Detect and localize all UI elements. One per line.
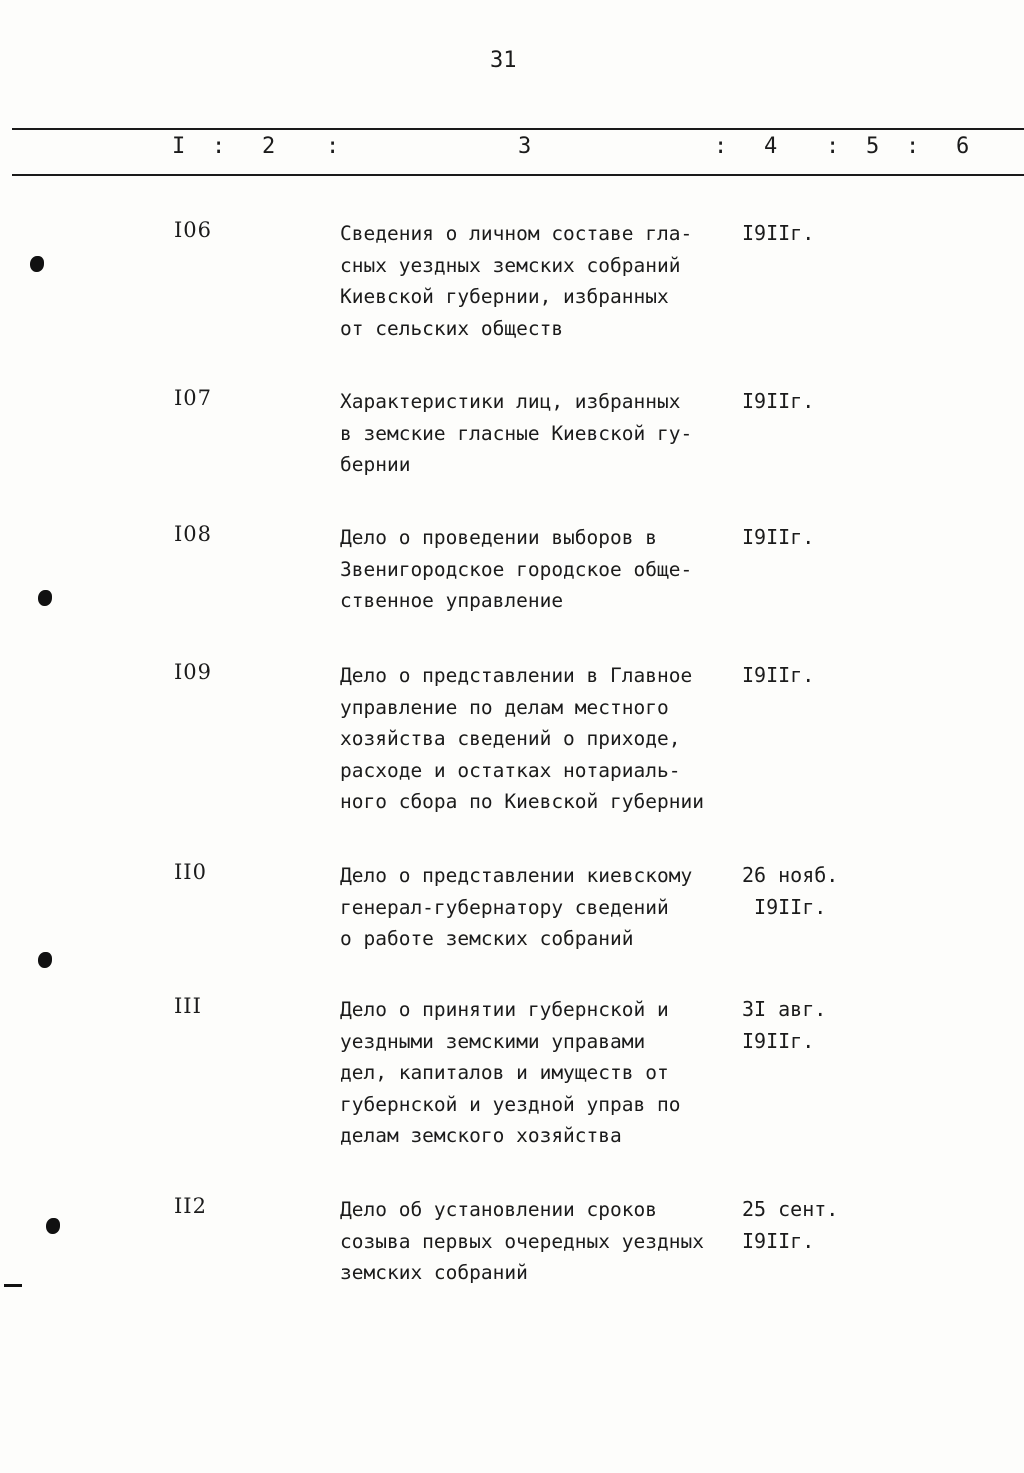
description-line: от сельских обществ — [340, 316, 564, 340]
description-line: ного сбора по Киевской губернии — [340, 790, 704, 814]
column-header-4: 4 — [764, 134, 778, 159]
column-header-2: 2 — [262, 134, 276, 159]
description-line: земских собраний — [340, 1261, 528, 1285]
column-header-5: 5 — [866, 134, 880, 159]
column-separator: : — [326, 134, 340, 159]
column-separator: : — [826, 134, 840, 159]
description-line: Киевской губернии, избранных — [340, 285, 669, 309]
record-date — [742, 218, 814, 250]
description-line: Дело об установлении сроков — [340, 1198, 657, 1221]
record-number: I08 — [174, 522, 213, 546]
description-line: созыва первых очередных уездных — [340, 1229, 704, 1253]
date-line: 3I авг. — [742, 997, 827, 1021]
date-line: I9IIг. — [742, 1028, 815, 1053]
record-description — [340, 860, 760, 955]
description-line: генерал-губернатору сведений — [340, 895, 669, 919]
description-line: губернской и уездной управ по — [340, 1092, 681, 1116]
date-line: I9IIг. — [742, 389, 815, 413]
header-rule-top — [12, 128, 1024, 130]
page-number: 31 — [490, 48, 517, 73]
record-number: III — [174, 994, 202, 1018]
description-line: Дело о представлении в Главное — [340, 664, 693, 687]
binding-hole-mark — [38, 590, 52, 606]
record-date — [742, 660, 814, 692]
description-line: Звенигородское городское обще- — [340, 557, 693, 581]
record-description — [340, 218, 760, 344]
record-description — [340, 994, 760, 1152]
record-number: II0 — [174, 860, 207, 884]
record-number: I07 — [174, 386, 213, 410]
record-number: II2 — [174, 1194, 207, 1218]
description-line: расходе и остатках нотариаль- — [340, 758, 681, 782]
description-line: Дело о принятии губернской и — [340, 998, 669, 1021]
binding-hole-mark — [46, 1218, 60, 1234]
description-line: Дело о проведении выборов в — [340, 526, 657, 549]
record-date — [742, 860, 838, 923]
description-line: уездными земскими управами — [340, 1029, 646, 1053]
date-line: I9IIг. — [742, 525, 815, 549]
column-header-3: 3 — [518, 134, 532, 159]
date-line: I9IIг. — [742, 1228, 815, 1253]
description-line: хозяйства сведений о приходе, — [340, 727, 681, 751]
date-line: 26 нояб. — [742, 863, 839, 887]
description-line: ственное управление — [340, 589, 564, 613]
description-line: бернии — [340, 453, 411, 477]
record-date — [742, 386, 814, 418]
date-line: 25 сент. — [742, 1197, 839, 1221]
description-line: сных уездных земских собраний — [340, 253, 681, 277]
column-header-6: 6 — [956, 134, 970, 159]
record-description — [340, 522, 760, 617]
record-description — [340, 1194, 760, 1289]
binding-hole-mark — [30, 256, 44, 272]
description-line: делам земского хозяйства — [340, 1124, 622, 1148]
binding-hole-mark — [38, 952, 52, 968]
column-separator: : — [714, 134, 728, 159]
record-description — [340, 660, 760, 818]
margin-dash-mark — [4, 1284, 22, 1287]
description-line: управление по делам местного — [340, 695, 669, 719]
column-separator: : — [906, 134, 920, 159]
record-date — [742, 994, 826, 1057]
description-line: Сведения о личном составе гла- — [340, 222, 693, 245]
column-separator: : — [212, 134, 226, 159]
record-date — [742, 1194, 838, 1257]
description-line: дел, капиталов и имуществ от — [340, 1061, 669, 1085]
header-rule-bottom — [12, 174, 1024, 176]
date-line: I9IIг. — [742, 221, 815, 245]
description-line: о работе земских собраний — [340, 927, 634, 951]
description-line: в земские гласные Киевской гу- — [340, 421, 693, 445]
record-description — [340, 386, 760, 481]
column-header-1: I — [172, 134, 186, 159]
record-date — [742, 522, 814, 554]
record-number: I06 — [174, 218, 213, 242]
description-line: Характеристики лиц, избранных — [340, 390, 681, 413]
record-number: I09 — [174, 660, 213, 684]
date-line: I9IIг. — [742, 663, 815, 687]
date-line: I9IIг. — [742, 894, 827, 919]
description-line: Дело о представлении киевскому — [340, 864, 693, 887]
